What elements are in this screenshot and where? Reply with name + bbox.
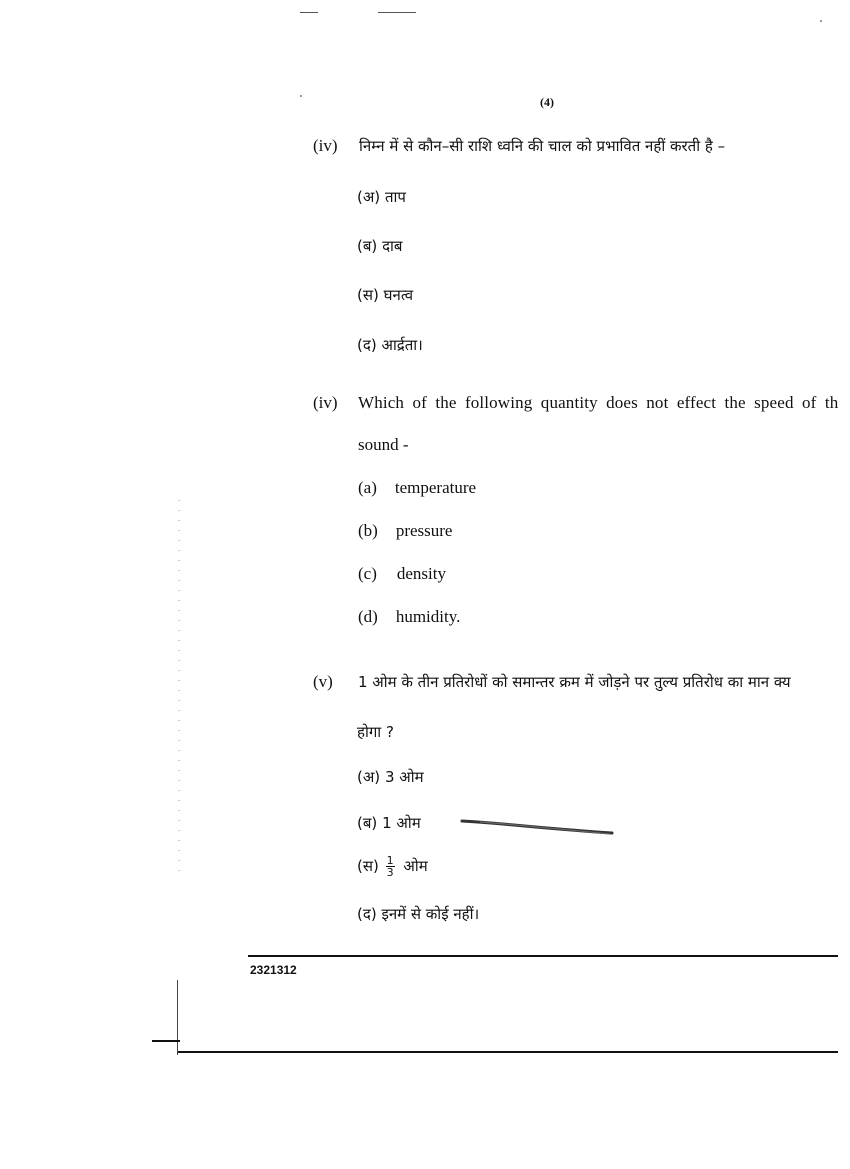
paper-code: 2321312	[250, 963, 297, 977]
option-text: 1 ओम	[382, 814, 421, 832]
option-a	[357, 187, 406, 207]
option-text: density	[396, 564, 446, 583]
scan-mark	[300, 12, 318, 13]
scan-border-tick	[152, 1040, 180, 1042]
option-text: ताप	[384, 188, 406, 206]
option-d	[357, 335, 423, 355]
option-label: (ब)	[357, 237, 378, 255]
option-label: (ब)	[357, 814, 378, 832]
option-a	[357, 767, 424, 787]
scan-speck	[820, 20, 822, 22]
option-text: इनमें से कोई नहीं।	[381, 905, 480, 923]
scan-speck	[300, 95, 302, 97]
option-label: (अ)	[357, 768, 381, 786]
option-d	[357, 904, 479, 924]
option-label: (स)	[357, 286, 379, 304]
option-d	[358, 607, 460, 627]
option-b	[357, 236, 402, 256]
option-c	[357, 855, 428, 878]
option-c	[358, 564, 446, 584]
pen-stroke-mark	[460, 815, 620, 839]
option-text: pressure	[395, 521, 453, 540]
option-text: ओम	[403, 857, 428, 875]
option-text: humidity.	[395, 607, 461, 626]
option-text: घनत्व	[383, 286, 414, 304]
scan-dotted-line	[176, 500, 182, 880]
option-b	[358, 521, 452, 541]
option-label: (a)	[358, 478, 377, 497]
option-b	[357, 813, 421, 833]
question-text-line2: sound -	[358, 435, 409, 454]
option-text: आर्द्रता।	[381, 336, 423, 354]
question-text-line2: होगा ?	[357, 723, 394, 741]
scan-border-vertical	[177, 980, 178, 1055]
option-label: (b)	[358, 521, 378, 540]
page-number: (4)	[540, 95, 554, 109]
scan-border-bottom	[178, 1051, 838, 1053]
question-text-line1: 1 ओम के तीन प्रतिरोधों को समान्तर क्रम में जोड़ने पर तुल्य प्रतिरोध का मान क्य	[358, 673, 791, 691]
option-c	[357, 285, 413, 305]
footer-separator	[248, 955, 838, 957]
option-label: (द)	[357, 336, 377, 354]
fraction-numerator: 1	[386, 854, 394, 867]
option-label: (द)	[357, 905, 377, 923]
option-label: (अ)	[357, 188, 381, 206]
option-text: 3 ओम	[384, 768, 424, 786]
question-number: (iv)	[313, 393, 338, 412]
scan-mark	[378, 12, 416, 13]
option-label: (d)	[358, 607, 378, 626]
option-label: (स)	[357, 857, 379, 875]
fraction	[386, 855, 395, 878]
question-text: निम्न में से कौन–सी राशि ध्वनि की चाल को प्रभावित नहीं करती है –	[359, 137, 726, 155]
option-text: temperature	[394, 478, 477, 497]
question-number: (v)	[313, 672, 333, 691]
option-a	[358, 478, 476, 498]
option-label: (c)	[358, 564, 377, 583]
option-text: दाब	[382, 237, 403, 255]
question-text-line1: Which of the following quantity does not effect the speed of th	[358, 393, 838, 412]
fraction-denominator: 3	[386, 866, 394, 879]
question-number: (iv)	[313, 136, 338, 155]
